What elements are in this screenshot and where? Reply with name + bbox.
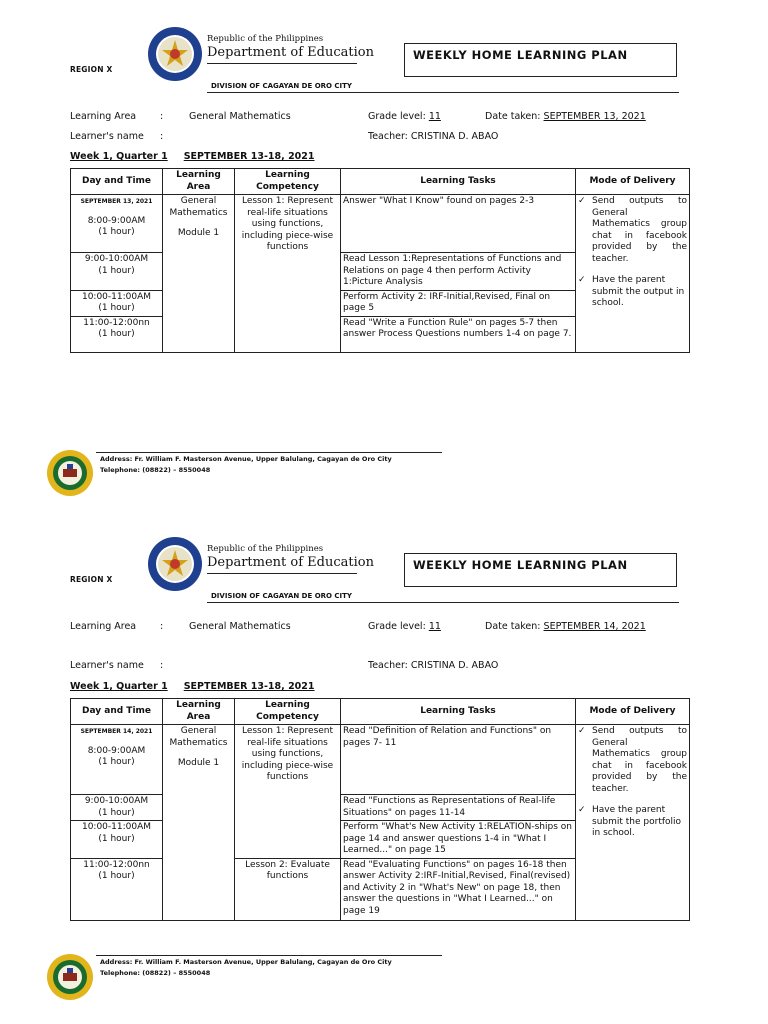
time-cell — [71, 858, 163, 920]
learning-area-label: Learning Area — [70, 111, 137, 122]
duration: (1 hour) — [98, 227, 135, 237]
time-cell — [71, 195, 163, 253]
plan-title: WEEKLY HOME LEARNING PLAN — [413, 558, 628, 572]
week-label: Week 1, Quarter 1 — [70, 681, 168, 692]
footer-divider — [96, 955, 442, 956]
weekly-plan-sep-14 — [0, 510, 768, 1000]
header-competency: Learning Competency — [235, 699, 341, 725]
check-icon: ✓ — [578, 726, 586, 736]
republic-label: Republic of the Philippines — [207, 544, 324, 554]
time-cell — [71, 316, 163, 352]
header-mode: Mode of Delivery — [576, 699, 690, 725]
area-name: General Mathematics — [169, 726, 228, 748]
region-label: REGION X — [70, 65, 113, 74]
division-label: DIVISION OF CAGAYAN DE ORO CITY — [211, 592, 353, 600]
time-slot: 8:00-9:00AM — [87, 215, 146, 226]
grade-level — [368, 111, 441, 122]
header-day-time: Day and Time — [71, 169, 163, 195]
grade-label: Grade level: — [368, 111, 426, 122]
duration: (1 hour) — [98, 757, 135, 767]
footer-address: Address: Fr. William F. Masterson Avenue, Upper Balulang, Cagayan de Oro City — [100, 455, 392, 463]
header-divider — [207, 573, 357, 574]
learner-name-label: Learner's name — [70, 660, 144, 671]
learning-area-value: General Mathematics — [189, 621, 291, 632]
deped-seal-logo — [147, 536, 203, 592]
learning-area-label: Learning Area — [70, 621, 137, 632]
week-quarter — [70, 681, 315, 692]
task-cell: Read "Definition of Relation and Functions" on pages 7- 11 — [341, 725, 576, 795]
footer-telephone: Telephone: (08822) – 8550048 — [100, 466, 211, 474]
duration: (1 hour) — [98, 265, 135, 276]
duration: (1 hour) — [98, 833, 135, 844]
competency-cell: Lesson 1: Represent real-life situations using functions, including piece-wise functions — [235, 195, 341, 353]
colon: : — [160, 660, 164, 671]
footer-telephone: Telephone: (08822) – 8550048 — [100, 969, 211, 977]
duration: (1 hour) — [98, 303, 135, 313]
header-divider — [207, 63, 357, 64]
mode-item: ✓ Have the parent submit the output in school. — [578, 275, 685, 308]
time-slot: 11:00-12:00nn — [83, 317, 150, 328]
learning-plan-table — [70, 698, 690, 921]
grade-level — [368, 621, 441, 632]
colon: : — [160, 111, 164, 122]
division-divider — [207, 602, 679, 603]
module-name: Module 1 — [177, 758, 220, 768]
grade-label: Grade level: — [368, 621, 426, 632]
competency-cell: Lesson 1: Represent real-life situations using functions, including piece-wise functions — [235, 725, 341, 859]
division-seal-logo — [46, 449, 94, 497]
learning-plan-table — [70, 168, 690, 353]
day-date: SEPTEMBER 14, 2021 — [80, 728, 153, 735]
duration: (1 hour) — [98, 329, 135, 339]
time-cell — [71, 821, 163, 859]
colon: : — [160, 621, 164, 632]
header-day-time: Day and Time — [71, 699, 163, 725]
duration: (1 hour) — [98, 871, 135, 881]
time-slot: 11:00-12:00nn — [83, 859, 150, 870]
plan-title-box — [404, 553, 677, 587]
learning-area-value: General Mathematics — [189, 111, 291, 122]
date-label: Date taken: — [485, 621, 541, 632]
mode-item: ✓ Send outputs to General Mathematics group chat in facebook provided by the teacher. — [578, 196, 687, 264]
task-cell: Read Lesson 1:Representations of Functions and Relations on page 4 then perform Activity 1:Picture Analysis — [341, 253, 576, 291]
time-slot: 10:00-11:00AM — [81, 291, 152, 302]
region-label: REGION X — [70, 575, 113, 584]
time-slot: 9:00-10:00AM — [84, 254, 149, 264]
time-cell — [71, 795, 163, 821]
task-cell: Perform Activity 2: IRF-Initial,Revised, Final on page 5 — [341, 290, 576, 316]
division-seal-logo — [46, 953, 94, 1001]
division-divider — [207, 92, 679, 93]
plan-title-box — [404, 43, 677, 77]
footer-divider — [96, 452, 442, 453]
duration: (1 hour) — [98, 807, 135, 818]
republic-label: Republic of the Philippines — [207, 34, 324, 44]
header-learning-area: Learning Area — [163, 699, 235, 725]
week-dates: SEPTEMBER 13-18, 2021 — [183, 151, 315, 162]
weekly-plan-sep-13 — [0, 0, 768, 490]
time-cell — [71, 725, 163, 795]
week-dates: SEPTEMBER 13-18, 2021 — [183, 681, 315, 692]
check-icon: ✓ — [578, 196, 586, 206]
task-cell: Read "Evaluating Functions" on pages 16-18 then answer Activity 2:IRF-Initial,Revised, Final(revised) and Activity 2 in "What's New" on page 18, then answer the questions in "What I Learned..." on page 19 — [341, 858, 576, 920]
department-label: Department of Education — [207, 45, 374, 60]
week-label: Week 1, Quarter 1 — [70, 151, 168, 162]
week-quarter — [70, 151, 315, 162]
time-slot: 10:00-11:00AM — [81, 822, 152, 832]
check-icon: ✓ — [578, 805, 586, 815]
header-learning-area: Learning Area — [163, 169, 235, 195]
learning-area-cell — [163, 725, 235, 921]
header-competency: Learning Competency — [235, 169, 341, 195]
task-cell: Read "Functions as Representations of Real-life Situations" on pages 11-14 — [341, 795, 576, 821]
header-tasks: Learning Tasks — [341, 699, 576, 725]
date-value: SEPTEMBER 14, 2021 — [543, 621, 646, 632]
task-cell: Answer "What I Know" found on pages 2-3 — [341, 195, 576, 253]
module-name: Module 1 — [177, 228, 220, 238]
task-cell: Perform "What's New Activity 1:RELATION-ships on page 14 and answer questions 1-4 in "What I Learned..." on page 15 — [341, 821, 576, 859]
mode-cell — [576, 725, 690, 921]
day-date: SEPTEMBER 13, 2021 — [80, 198, 153, 205]
deped-seal-logo — [147, 26, 203, 82]
colon: : — [160, 131, 164, 142]
mode-cell — [576, 195, 690, 353]
task-cell: Read "Write a Function Rule" on pages 5-7 then answer Process Questions numbers 1-4 on page 7. — [341, 316, 576, 352]
division-label: DIVISION OF CAGAYAN DE ORO CITY — [211, 82, 353, 90]
footer-address: Address: Fr. William F. Masterson Avenue, Upper Balulang, Cagayan de Oro City — [100, 958, 392, 966]
grade-value: 11 — [428, 111, 441, 122]
learner-name-label: Learner's name — [70, 131, 144, 142]
competency-cell: Lesson 2: Evaluate functions — [235, 858, 341, 920]
time-slot: 9:00-10:00AM — [84, 796, 149, 806]
header-tasks: Learning Tasks — [341, 169, 576, 195]
time-cell — [71, 290, 163, 316]
date-taken — [485, 621, 646, 632]
teacher-name: Teacher: CRISTINA D. ABAO — [368, 660, 499, 671]
grade-value: 11 — [428, 621, 441, 632]
teacher-name: Teacher: CRISTINA D. ABAO — [368, 131, 499, 142]
check-icon: ✓ — [578, 275, 586, 285]
area-name: General Mathematics — [169, 196, 228, 218]
time-slot: 8:00-9:00AM — [87, 745, 146, 756]
date-taken — [485, 111, 646, 122]
time-cell — [71, 253, 163, 291]
header-mode: Mode of Delivery — [576, 169, 690, 195]
mode-item: ✓ Have the parent submit the portfolio in school. — [578, 805, 682, 838]
learning-area-cell — [163, 195, 235, 353]
date-value: SEPTEMBER 13, 2021 — [543, 111, 646, 122]
department-label: Department of Education — [207, 555, 374, 570]
mode-item: ✓ Send outputs to General Mathematics group chat in facebook provided by the teacher. — [578, 726, 687, 794]
plan-title: WEEKLY HOME LEARNING PLAN — [413, 48, 628, 62]
date-label: Date taken: — [485, 111, 541, 122]
